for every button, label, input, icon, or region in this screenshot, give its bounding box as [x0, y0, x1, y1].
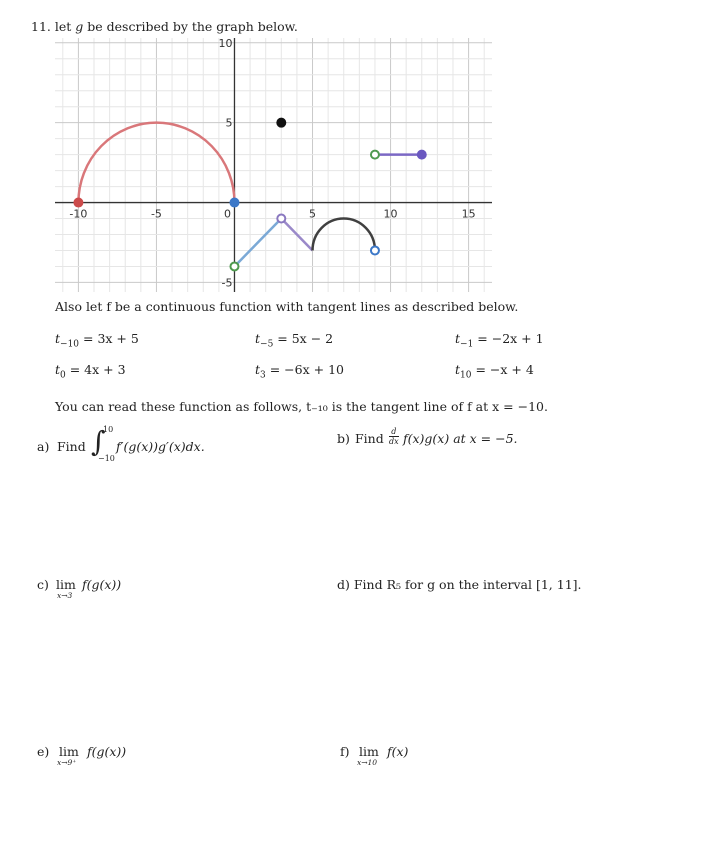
tangent-t-neg1: $t_{-1} = -2x + 1$ — [455, 331, 544, 350]
read-instructions: You can read these function as follows, t₋₁₀ is the tangent line of f at x = −10. — [55, 399, 548, 414]
integral-lower-limit: −10 — [98, 454, 115, 463]
open-point-9-3 — [371, 151, 379, 159]
question-f: f) lim x→10 f(x) — [340, 744, 409, 767]
x-tick-label: 0 — [223, 207, 231, 221]
problem-intro-var: g — [75, 19, 84, 34]
filled-point-neg10-0 — [74, 199, 82, 207]
function-graph — [0, 0, 703, 300]
y-tick-label: -5 — [221, 276, 233, 290]
also-text: Also let f be a continuous function with tangent lines as described below. — [55, 299, 519, 314]
x-tick-label: 15 — [461, 207, 476, 221]
tangent-t-10: $t_{10} = -x + 4$ — [455, 362, 534, 381]
y-tick-label: 10 — [218, 36, 233, 50]
tangent-t-0: $t_0 = 4x + 3$ — [55, 362, 126, 381]
tangent-t-neg10: $t_{-10} = 3x + 5$ — [55, 331, 139, 350]
problem-intro-pre: let — [54, 19, 72, 34]
filled-point-12-3 — [418, 151, 426, 159]
tangent-t-3: $t_3 = -6x + 10$ — [255, 362, 344, 381]
line-segment-rising — [234, 219, 281, 267]
x-tick-label: -5 — [150, 207, 162, 221]
question-d: d) Find R₅ for g on the interval [1, 11]. — [337, 577, 582, 592]
integral-upper-limit: 10 — [103, 425, 114, 434]
y-tick-label: 5 — [225, 116, 233, 130]
open-point-9-neg3 — [371, 246, 379, 254]
problem-intro-post: be described by the graph below. — [87, 19, 298, 34]
open-point-3-neg1 — [277, 215, 285, 223]
question-c: c) lim x→3 f(g(x)) — [37, 577, 122, 600]
integrand: f′(g(x))g′(x)dx. — [116, 439, 205, 454]
x-tick-label: -10 — [69, 207, 88, 221]
x-tick-label: 5 — [309, 207, 317, 221]
open-point-0-neg4 — [230, 262, 238, 270]
filled-point-0-0 — [230, 199, 238, 207]
question-b: b) Find d dx f(x)g(x) at x = −5. — [337, 427, 518, 446]
x-tick-label: 10 — [383, 207, 398, 221]
tangent-t-neg5: $t_{-5} = 5x - 2$ — [255, 331, 334, 350]
question-e: e) lim x→9⁺ f(g(x)) — [37, 744, 127, 767]
problem-number: 11. — [31, 19, 51, 34]
filled-point-3-5 — [277, 119, 285, 127]
